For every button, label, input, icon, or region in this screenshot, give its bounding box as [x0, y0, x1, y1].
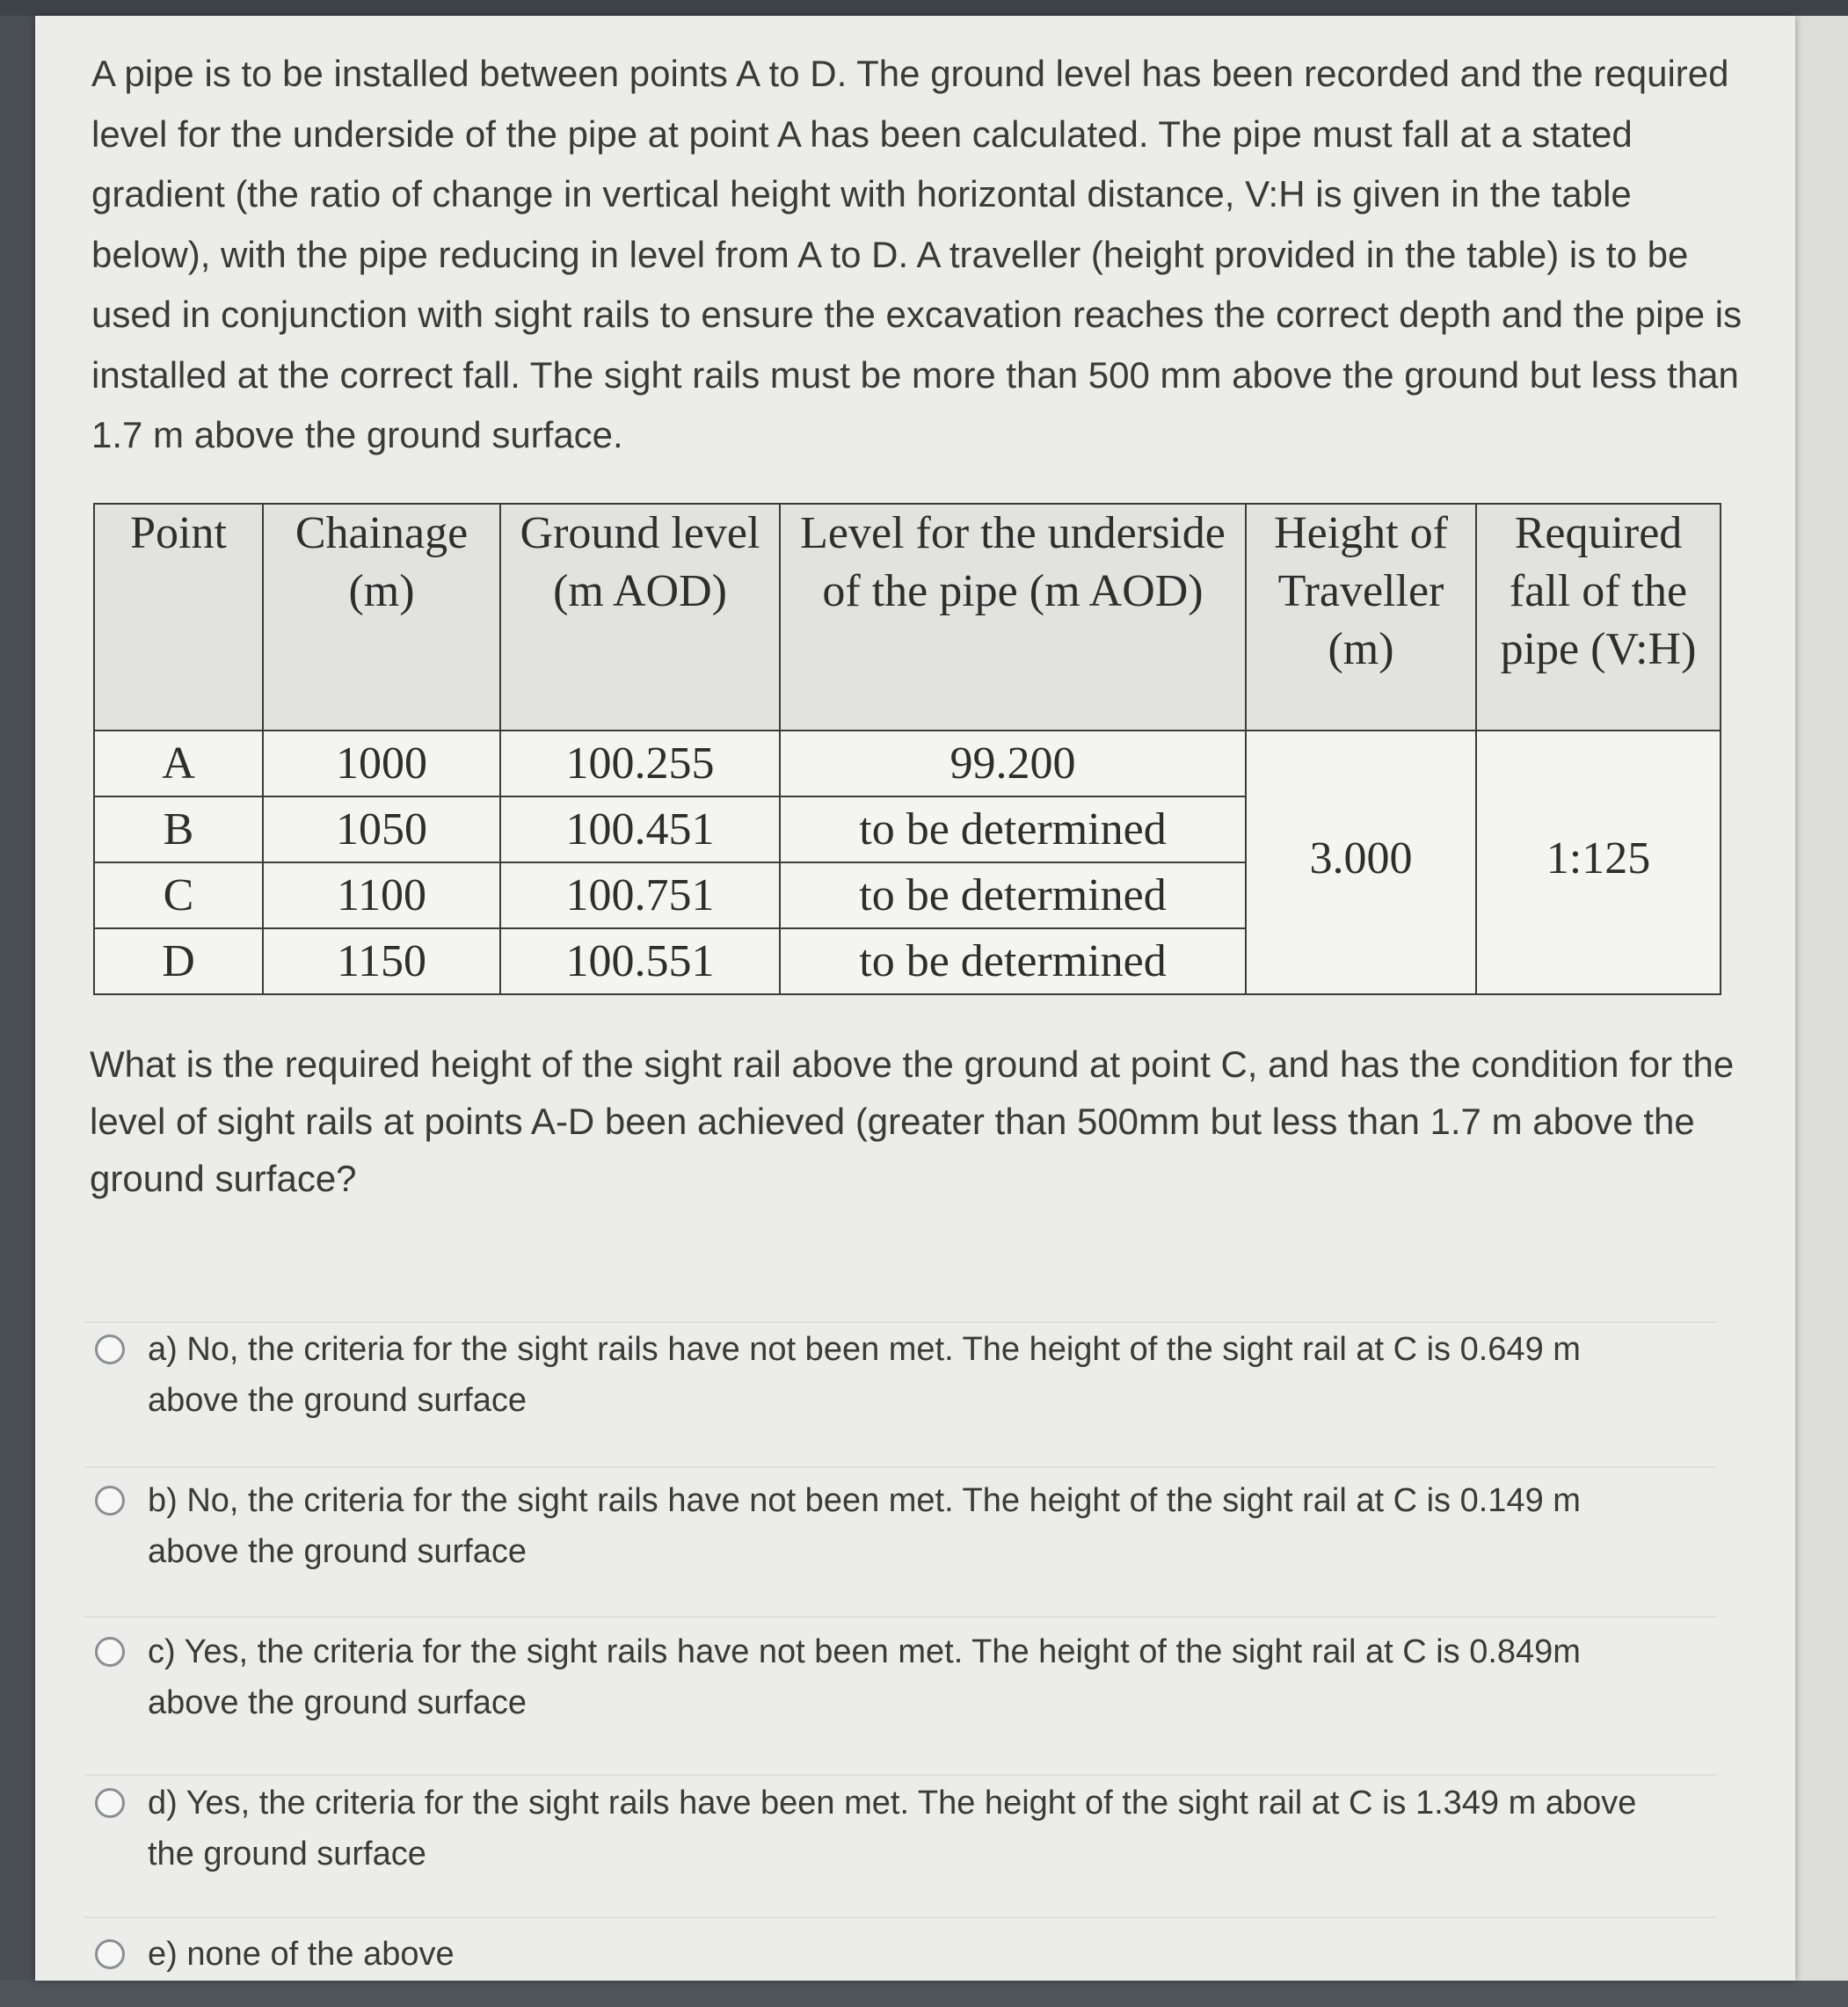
cell-chainage: 1050 — [263, 796, 500, 862]
cell-chainage: 1100 — [263, 862, 500, 928]
option-divider — [84, 1466, 1716, 1468]
cell-pipe-level: to be determined — [780, 796, 1246, 862]
radio-button[interactable] — [95, 1939, 125, 1969]
answer-option-label: a) No, the criteria for the sight rails have not been met. The height of the sight rail at C is 0.649 m above the ground surface — [148, 1331, 1581, 1419]
option-divider — [84, 1616, 1716, 1618]
window-frame-top — [0, 0, 1848, 16]
answer-option-label: d) Yes, the criteria for the sight rails have been met. The height of the sight rail at C is 1.349 m above the ground surface — [148, 1785, 1637, 1872]
question-prompt-text: What is the required height of the sight rail above the ground at point C, and has the condition for the level of sight rails at points A-D been achieved (greater than 500mm but less than 1.7 m above the ground surface? — [90, 1043, 1735, 1199]
cell-ground-level: 100.451 — [500, 796, 780, 862]
table-header-row — [94, 504, 1721, 731]
answer-option-label: e) none of the above — [148, 1936, 455, 1973]
cell-chainage: 1150 — [263, 928, 500, 994]
cell-required-fall: 1:125 — [1476, 731, 1721, 994]
radio-button[interactable] — [95, 1486, 125, 1516]
option-divider — [84, 1321, 1716, 1323]
cell-ground-level: 100.551 — [500, 928, 780, 994]
table-row — [94, 731, 1721, 796]
answer-option-label: b) No, the criteria for the sight rails have not been met. The height of the sight rail at C is 0.149 m above the ground surface — [148, 1482, 1581, 1570]
cell-pipe-level: to be determined — [780, 862, 1246, 928]
header-pipe-level: Level for the underside of the pipe (m AOD) — [780, 504, 1246, 731]
cell-pipe-level: 99.200 — [780, 731, 1246, 796]
cell-point: A — [94, 731, 263, 796]
option-divider — [84, 1916, 1716, 1918]
header-ground-level: Ground level (m AOD) — [500, 504, 780, 731]
cell-chainage: 1000 — [263, 731, 500, 796]
option-divider — [84, 1774, 1716, 1776]
page-edge-bottom — [0, 1981, 1848, 2007]
cell-point: B — [94, 796, 263, 862]
question-intro-text: A pipe is to be installed between points A to D. The ground level has been recorded and the required level for the underside of the pipe at point A has been calculated. The pipe must fall at a stated gradient (the ratio of change in vertical height with horizontal distance, V:H is given in the table below), with the pipe reducing in level from A to D. A traveller (height provided in the table) is to be used in conjunction with sight rails to ensure the excavation reaches the correct depth and the pipe is installed at the correct fall. The sight rails must be more than 500 mm above the ground but less than 1.7 m above the ground surface. — [91, 53, 1743, 455]
page-edge-right — [1795, 16, 1848, 2007]
answer-option-label: c) Yes, the criteria for the sight rails have not been met. The height of the sight rail at C is 0.849m above the ground surface — [148, 1633, 1581, 1721]
radio-button[interactable] — [95, 1637, 125, 1667]
cell-point: D — [94, 928, 263, 994]
radio-button[interactable] — [95, 1788, 125, 1818]
cell-point: C — [94, 862, 263, 928]
radio-button[interactable] — [95, 1334, 125, 1364]
header-required-fall: Required fall of the pipe (V:H) — [1476, 504, 1721, 731]
cell-traveller-height: 3.000 — [1246, 731, 1476, 994]
cell-ground-level: 100.255 — [500, 731, 780, 796]
header-traveller-height: Height of Traveller (m) — [1246, 504, 1476, 731]
pipe-data-table — [93, 503, 1721, 995]
cell-pipe-level: to be determined — [780, 928, 1246, 994]
header-point: Point — [94, 504, 263, 731]
header-chainage: Chainage (m) — [263, 504, 500, 731]
cell-ground-level: 100.751 — [500, 862, 780, 928]
